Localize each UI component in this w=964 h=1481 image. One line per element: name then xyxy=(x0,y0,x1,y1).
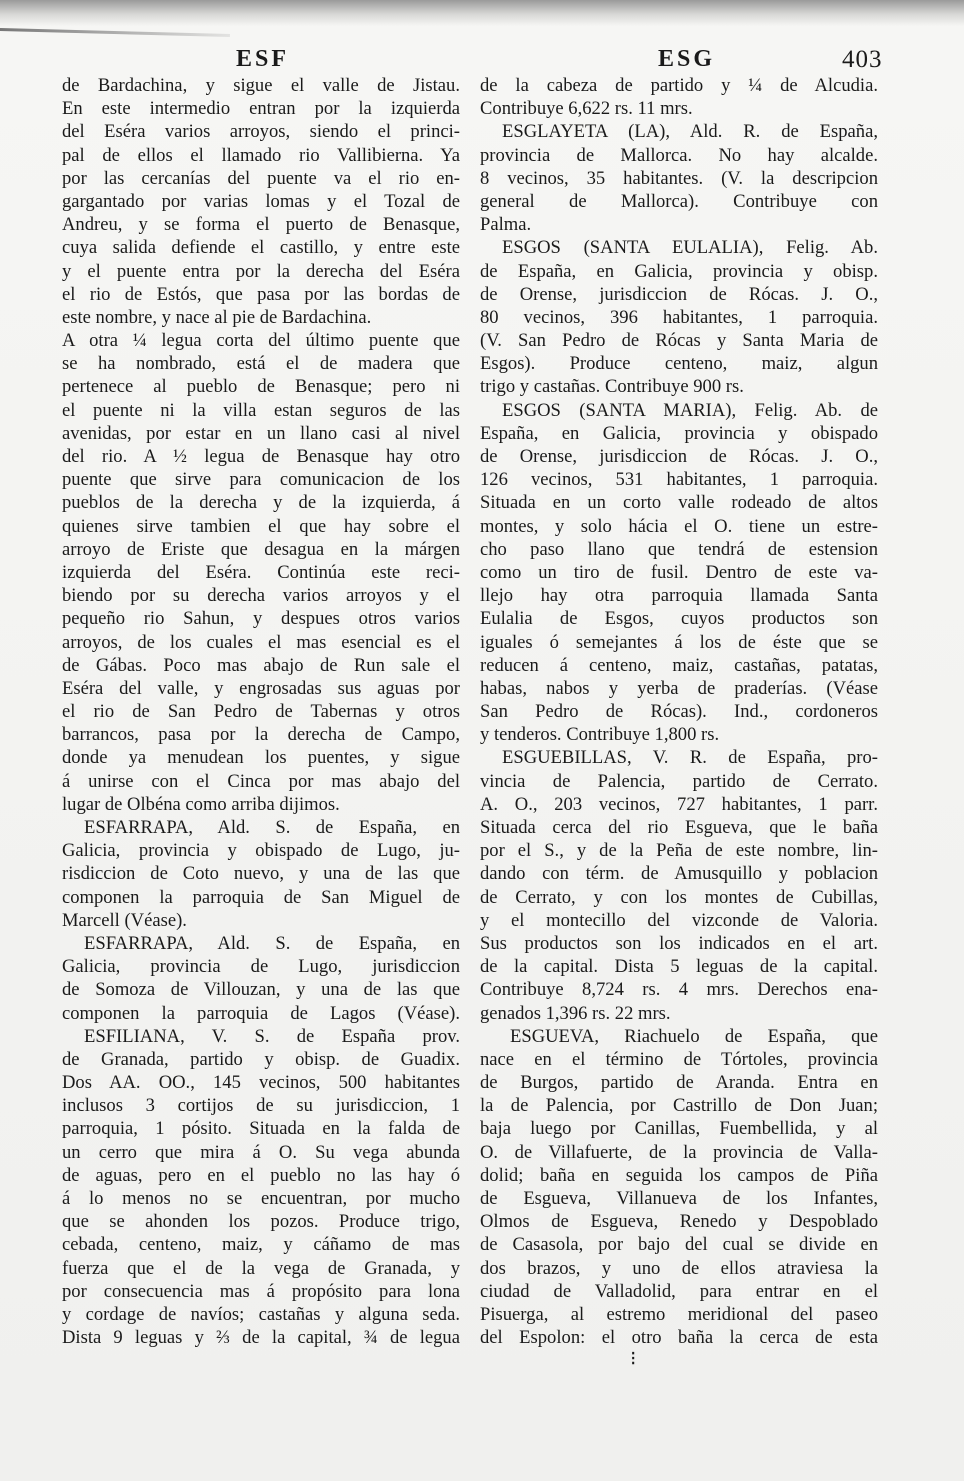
right-text-column xyxy=(480,74,878,1349)
left-running-title: ESF xyxy=(236,46,290,72)
text-line: pal de ellos el llamado rio Vallibierna. Ya xyxy=(62,144,460,166)
text-line: de Casasola, por bajo del cual se divide en xyxy=(480,1234,878,1256)
text-line: ESGOS (SANTA EULALIA), Felig. Ab. xyxy=(502,237,878,259)
right-running-title: ESG xyxy=(658,46,716,72)
text-line: por el S., y de la Peña de este nombre, lin- xyxy=(480,840,878,862)
text-line: de Esgueva, Villanueva de los Infantes, xyxy=(480,1188,878,1209)
text-line: ESFILIANA, V. S. de España prov. xyxy=(84,1025,460,1047)
text-line: y tenderos. Contribuye 1,800 rs. xyxy=(480,724,720,746)
left-text-column xyxy=(62,74,460,1349)
text-line: la de Palencia, por Castrillo de Don Juan; xyxy=(480,1095,878,1117)
text-line: el rio de Estós, que pasa por las bordas de xyxy=(62,283,460,305)
text-line: puente que sirve para comunicacion de los xyxy=(62,469,460,491)
text-line: del Eséra varios arroyos, siendo el princi- xyxy=(62,121,460,143)
text-line: baja luego por Canillas, Fuembellida, y al xyxy=(480,1118,878,1140)
text-line: Esgos). Produce centeno, maiz, algun xyxy=(480,353,878,375)
text-line: A otra ¼ legua corta del último puente que xyxy=(62,330,460,352)
text-line: donde ya menudean los puentes, y sigue xyxy=(62,747,460,769)
text-line: ciudad de Valladolid, para entrar en el xyxy=(480,1280,878,1302)
text-line: 80 vecinos, 396 habitantes, 1 parroquia. xyxy=(480,306,878,328)
text-line: llejo hay otra parroquia llamada Santa xyxy=(480,585,878,607)
text-line: (V. San Pedro de Rócas y Santa Maria de xyxy=(480,330,878,352)
text-line: ESGUEBILLAS, V. R. de España, pro- xyxy=(502,747,878,769)
text-line: Contribuye 8,724 rs. 4 mrs. Derechos ena- xyxy=(480,979,878,1001)
text-line: arroyo de Eriste que desagua en la márgen xyxy=(62,538,460,560)
text-line: el puente ni la villa estan seguros de las xyxy=(62,399,460,421)
text-line: dando con térm. de Amusquillo y poblacion xyxy=(480,863,878,885)
page-edge-shadow xyxy=(0,0,964,26)
text-line: quienes sirve tambien el que hay sobre el xyxy=(62,515,460,537)
text-line: general de Mallorca). Contribuye con xyxy=(480,190,878,212)
page-corner-crease xyxy=(0,28,230,37)
text-line: á lo menos no se encuentran, por mucho xyxy=(62,1188,460,1209)
text-line: Situada en un corto valle rodeado de altos xyxy=(480,492,878,514)
text-line: componen la parroquia de San Miguel de xyxy=(62,886,460,908)
text-line: Galicia, provincia de Lugo, jurisdiccion xyxy=(62,956,460,978)
text-line: componen la parroquia de Lagos (Véase). xyxy=(62,1002,460,1024)
text-line: Contribuye 6,622 rs. 11 mrs. xyxy=(480,98,693,120)
text-line: En este intermedio entran por la izquierda xyxy=(62,98,460,120)
text-line: vincia de Palencia, partido de Cerrato. xyxy=(480,770,878,792)
text-line: de la cabeza de partido y ¼ de Alcudia. xyxy=(480,75,878,96)
text-line: cho paso llano que tendrá de estension xyxy=(480,538,878,560)
page-number: 403 xyxy=(842,46,883,73)
text-line: nace en el término de Tórtoles, provincia xyxy=(480,1048,878,1070)
text-line: por las cercanías del puente va el rio en- xyxy=(62,167,460,189)
text-line: trigo y castañas. Contribuye 900 rs. xyxy=(480,376,744,398)
text-line: de Orense, jurisdiccion de Rócas. J. O., xyxy=(480,446,878,467)
text-line: San Pedro de Rócas). Ind., cordoneros xyxy=(480,701,878,723)
text-line: de Somoza de Villouzan, y una de las que xyxy=(62,979,460,1001)
text-line: y el montecillo del vizconde de Valoria. xyxy=(480,909,878,931)
text-line: Eséra del valle, y engrosadas sus aguas por xyxy=(62,677,460,699)
text-line: Pisuerga, al estremo meridional del paseo xyxy=(480,1303,878,1325)
text-line: Galicia, provincia y obispado de Lugo, ju- xyxy=(62,840,460,862)
text-line: dolid; baña en seguida los campos de Piña xyxy=(480,1164,878,1186)
text-line: pequeño rio Sahun, y despues otros varios xyxy=(62,608,460,630)
text-line: ESGLAYETA (LA), Ald. R. de España, xyxy=(502,121,878,143)
text-line: del Espolon: el otro baña la cerca de esta xyxy=(480,1327,878,1349)
text-line: de la capital. Dista 5 leguas de la capital. xyxy=(480,956,878,978)
text-line: provincia de Mallorca. No hay alcalde. xyxy=(480,144,878,166)
text-line: risdiccion de Coto nuevo, y una de las que xyxy=(62,863,460,885)
text-line: inclusos 3 cortijos de su jurisdiccion, 1 xyxy=(62,1095,460,1117)
text-line: Palma. xyxy=(480,214,532,236)
text-line: ESGUEVA, Riachuelo de España, que xyxy=(510,1025,878,1047)
text-line: por consecuencia mas á propósito para lona xyxy=(62,1280,460,1302)
text-line: ESGOS (SANTA MARIA), Felig. Ab. de xyxy=(502,399,878,421)
text-line: ESFARRAPA, Ald. S. de España, en xyxy=(84,817,460,838)
text-line: de aguas, pero en el pueblo no las hay ó xyxy=(62,1164,460,1186)
text-line: cuya salida defiende el castillo, y entre este xyxy=(62,237,460,259)
text-line: gargantado por varias lomas y el Tozal de xyxy=(62,190,460,212)
text-line: Sus productos son los indicados en el art. xyxy=(480,932,878,954)
text-line: 8 vecinos, 35 habitantes. (V. la descripcion xyxy=(480,167,878,189)
text-line: de Bardachina, y sigue el valle de Jistau. xyxy=(62,75,460,96)
text-line: pueblos de la derecha y de la izquierda, á xyxy=(62,492,460,514)
text-line: á unirse con el Cinca por mas abajo del xyxy=(62,770,460,792)
text-line: y cordage de navíos; castañas y alguna seda. xyxy=(62,1303,460,1325)
text-line: de España, en Galicia, provincia y obisp. xyxy=(480,260,878,282)
text-line: como un tiro de fusil. Dentro de este va- xyxy=(480,561,878,583)
text-line: Andreu, y se forma el puerto de Benasque, xyxy=(62,214,460,236)
text-line: 126 vecinos, 531 habitantes, 1 parroquia. xyxy=(480,469,878,491)
text-line: un cerro que mira á O. Su vega abunda xyxy=(62,1141,460,1163)
text-line: cebada, centeno, maiz, y cáñamo de mas xyxy=(62,1234,460,1256)
text-line: ESFARRAPA, Ald. S. de España, en xyxy=(84,932,460,954)
text-line: fuerza que el de la vega de Granada, y xyxy=(62,1257,460,1279)
text-line: lugar de Olbéna como arriba dijimos. xyxy=(62,793,340,815)
text-line: iguales ó semejantes á los de éste que se xyxy=(480,631,878,653)
text-line: Situada cerca del rio Esgueva, que le baña xyxy=(480,817,878,838)
text-line: de Granada, partido y obisp. de Guadix. xyxy=(62,1048,460,1070)
text-line: de Cerrato, y con los montes de Cubillas, xyxy=(480,886,878,908)
text-line: reducen á centeno, maiz, castañas, patatas, xyxy=(480,654,878,676)
signature-mark: ⁝ xyxy=(630,1348,637,1370)
text-line: Dos AA. OO., 145 vecinos, 500 habitantes xyxy=(62,1072,460,1094)
text-line: Marcell (Véase). xyxy=(62,909,187,931)
text-line: este nombre, y nace al pie de Bardachina. xyxy=(62,306,372,328)
text-line: montes, y solo hácia el O. tiene un estre- xyxy=(480,515,878,537)
text-line: el rio de San Pedro de Tabernas y otros xyxy=(62,701,460,723)
text-line: del rio. A ½ legua de Benasque hay otro xyxy=(62,446,460,467)
text-line: se ha nombrado, está el de madera que xyxy=(62,353,460,375)
text-line: de Gábas. Poco mas abajo de Run sale el xyxy=(62,654,460,676)
text-line: arroyos, de los cuales el mas esencial es el xyxy=(62,631,460,653)
text-line: habas, nabos y yerba de praderías. (Véase xyxy=(480,677,878,699)
text-line: genados 1,396 rs. 22 mrs. xyxy=(480,1002,671,1024)
text-line: Dista 9 leguas y ⅔ de la capital, ¾ de legua xyxy=(62,1327,460,1349)
text-line: parroquia, 1 pósito. Situada en la falda de xyxy=(62,1118,460,1140)
text-line: barrancos, pasa por la derecha de Campo, xyxy=(62,724,460,746)
text-line: pertenece al pueblo de Benasque; pero ni xyxy=(62,376,460,398)
text-line: izquierda del Eséra. Continúa este reci- xyxy=(62,561,460,583)
text-line: avenidas, por estar en un llano casi al nivel xyxy=(62,422,460,444)
text-line: A. O., 203 vecinos, 727 habitantes, 1 parr. xyxy=(480,793,878,815)
text-line: España, en Galicia, provincia y obispado xyxy=(480,422,878,444)
text-line: que se ahonden los pozos. Produce trigo, xyxy=(62,1211,460,1233)
text-line: Eulalia de Esgos, cuyos productos son xyxy=(480,608,878,630)
text-line: biendo por su derecha varios arroyos y el xyxy=(62,585,460,607)
text-line: de Burgos, partido de Aranda. Entra en xyxy=(480,1072,878,1094)
text-line: Olmos de Esgueva, Renedo y Despoblado xyxy=(480,1211,878,1233)
text-line: O. de Villafuerte, de la provincia de Valla- xyxy=(480,1141,878,1163)
text-line: dos brazos, y uno de ellos atraviesa la xyxy=(480,1257,878,1279)
text-line: y el puente entra por la derecha del Eséra xyxy=(62,260,460,282)
text-line: de Orense, jurisdiccion de Rócas. J. O., xyxy=(480,283,878,305)
